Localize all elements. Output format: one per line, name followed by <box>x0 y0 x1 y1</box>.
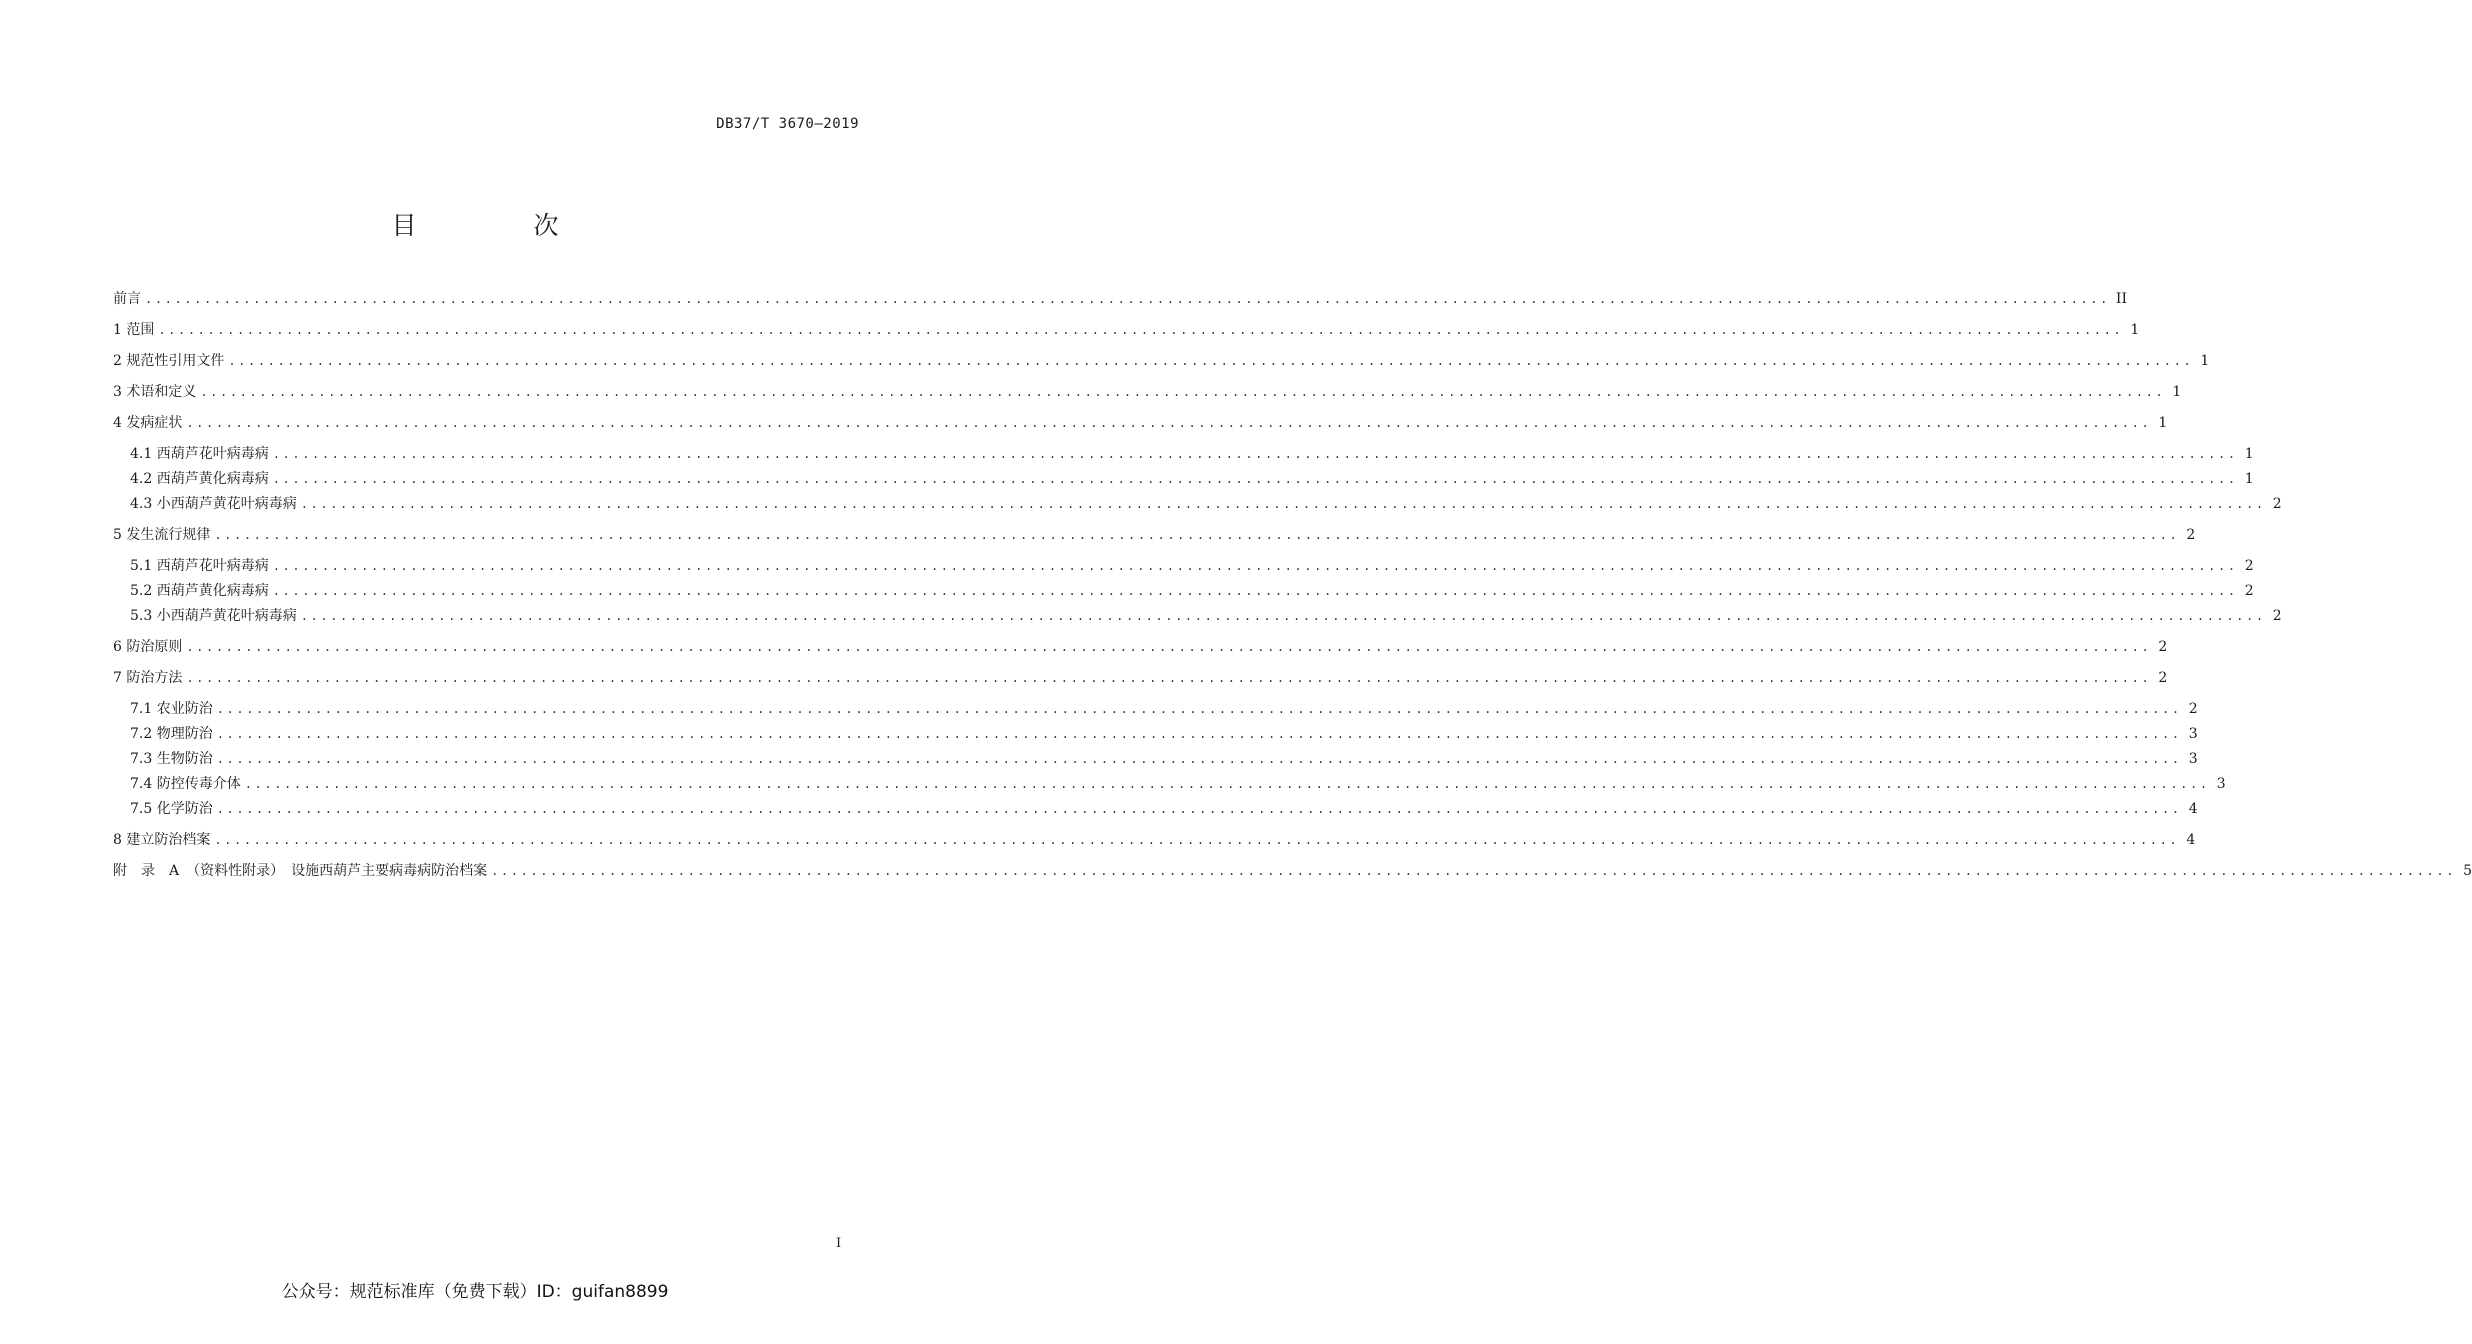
toc-entry[interactable] <box>113 525 2196 545</box>
toc-entry-page: 1 <box>2200 353 2210 369</box>
dot-leader: ........................................................................................................................................................................................................ <box>186 640 2152 654</box>
toc-entry-page: 5 <box>2463 863 2472 879</box>
toc-entry[interactable] <box>130 494 2282 514</box>
toc-entry-page: 1 <box>2244 446 2254 462</box>
toc-entry[interactable] <box>113 382 2182 402</box>
toc-entry[interactable] <box>130 699 2198 719</box>
toc-entry-page: 1 <box>2172 384 2182 400</box>
page-number: I <box>836 1236 842 1251</box>
toc-entry[interactable] <box>113 637 2168 657</box>
toc-entry-page: 2 <box>2272 496 2282 512</box>
toc-entry-page: 1 <box>2158 415 2168 431</box>
toc-entry-page: 2 <box>2272 608 2282 624</box>
toc-entry-page: 1 <box>2244 471 2254 487</box>
dot-leader: ........................................................................................................................................................................................................ <box>216 702 2182 716</box>
toc-entry[interactable] <box>113 351 2210 371</box>
dot-leader: ........................................................................................................................................................................................................ <box>158 323 2124 337</box>
toc-entry-page: 3 <box>2188 726 2198 742</box>
toc-entry-label: 5 发生流行规律 <box>113 527 211 543</box>
dot-leader: ........................................................................................................................................................................................................ <box>216 727 2182 741</box>
toc-entry-page: 2 <box>2244 583 2254 599</box>
toc-entry-page: II <box>2115 291 2127 307</box>
dot-leader: ........................................................................................................................................................................................................ <box>145 292 2110 306</box>
toc-entry-label: 7.3 生物防治 <box>130 751 213 767</box>
toc-entry[interactable] <box>130 469 2254 489</box>
toc-entry[interactable] <box>130 581 2254 601</box>
toc-entry-label: 7.5 化学防治 <box>130 801 213 817</box>
page-title: 目 次 <box>391 211 605 240</box>
dot-leader: ........................................................................................................................................................................................................ <box>216 752 2182 766</box>
toc-entry-label: 7.1 农业防治 <box>130 701 213 717</box>
footer-watermark: 公众号：规范标准库（免费下载）ID：guifan8899 <box>281 1282 669 1302</box>
toc-entry-label: 7 防治方法 <box>113 670 183 686</box>
toc-entry[interactable] <box>130 444 2254 464</box>
dot-leader: ........................................................................................................................................................................................................ <box>214 528 2180 542</box>
toc-entry[interactable] <box>130 556 2254 576</box>
toc-entry[interactable] <box>130 799 2198 819</box>
toc-entry[interactable] <box>130 774 2226 794</box>
toc-entry-page: 2 <box>2188 701 2198 717</box>
toc-entry-label: 4.1 西葫芦花叶病毒病 <box>130 446 269 462</box>
dot-leader: ........................................................................................................................................................................................................ <box>214 833 2180 847</box>
dot-leader: ........................................................................................................................................................................................................ <box>186 671 2152 685</box>
toc-entry-label: 7.2 物理防治 <box>130 726 213 742</box>
toc-entry-label: 5.1 西葫芦花叶病毒病 <box>130 558 269 574</box>
toc-entry-page: 2 <box>2158 639 2168 655</box>
toc-entry-page: 3 <box>2216 776 2226 792</box>
dot-leader: ........................................................................................................................................................................................................ <box>200 385 2166 399</box>
toc-entry-label: 附 录 A （资料性附录） 设施西葫芦主要病毒病防治档案 <box>113 863 488 879</box>
dot-leader: ........................................................................................................................................................................................................ <box>300 497 2266 511</box>
toc-entry[interactable] <box>113 830 2196 850</box>
dot-leader: ........................................................................................................................................................................................................ <box>272 584 2238 598</box>
toc-entry[interactable] <box>113 413 2168 433</box>
toc-entry-label: 6 防治原则 <box>113 639 183 655</box>
toc-entry[interactable] <box>130 749 2198 769</box>
toc-entry[interactable] <box>113 320 2140 340</box>
dot-leader: ........................................................................................................................................................................................................ <box>186 416 2152 430</box>
toc-entry-label: 4.2 西葫芦黄化病毒病 <box>130 471 269 487</box>
standard-code: DB37/T 3670—2019 <box>716 116 859 132</box>
dot-leader: ........................................................................................................................................................................................................ <box>216 802 2182 816</box>
dot-leader: ........................................................................................................................................................................................................ <box>491 864 2457 878</box>
toc-entry-label: 1 范围 <box>113 322 155 338</box>
toc-entry[interactable] <box>113 289 2127 309</box>
toc-entry-page: 2 <box>2158 670 2168 686</box>
toc-entry-label: 7.4 防控传毒介体 <box>130 776 241 792</box>
toc-entry-page: 4 <box>2186 832 2196 848</box>
dot-leader: ........................................................................................................................................................................................................ <box>272 472 2238 486</box>
toc-entry-label: 2 规范性引用文件 <box>113 353 225 369</box>
toc-entry-label: 4.3 小西葫芦黄花叶病毒病 <box>130 496 297 512</box>
dot-leader: ........................................................................................................................................................................................................ <box>228 354 2194 368</box>
toc-entry[interactable] <box>130 606 2282 626</box>
toc-entry-page: 3 <box>2188 751 2198 767</box>
dot-leader: ........................................................................................................................................................................................................ <box>300 609 2266 623</box>
toc-entry-label: 5.2 西葫芦黄化病毒病 <box>130 583 269 599</box>
toc-entry-page: 2 <box>2244 558 2254 574</box>
toc-entry-page: 4 <box>2188 801 2198 817</box>
toc-entry[interactable] <box>130 724 2198 744</box>
toc-entry-label: 3 术语和定义 <box>113 384 197 400</box>
toc-entry-label: 前言 <box>113 291 141 307</box>
toc-entry-label: 5.3 小西葫芦黄花叶病毒病 <box>130 608 297 624</box>
toc-entry-page: 1 <box>2130 322 2140 338</box>
dot-leader: ........................................................................................................................................................................................................ <box>272 559 2238 573</box>
dot-leader: ........................................................................................................................................................................................................ <box>272 447 2238 461</box>
toc-entry-page: 2 <box>2186 527 2196 543</box>
toc-entry-label: 8 建立防治档案 <box>113 832 211 848</box>
toc-entry[interactable] <box>113 668 2168 688</box>
toc-entry[interactable] <box>113 861 2472 881</box>
toc-entry-label: 4 发病症状 <box>113 415 183 431</box>
dot-leader: ........................................................................................................................................................................................................ <box>244 777 2210 791</box>
